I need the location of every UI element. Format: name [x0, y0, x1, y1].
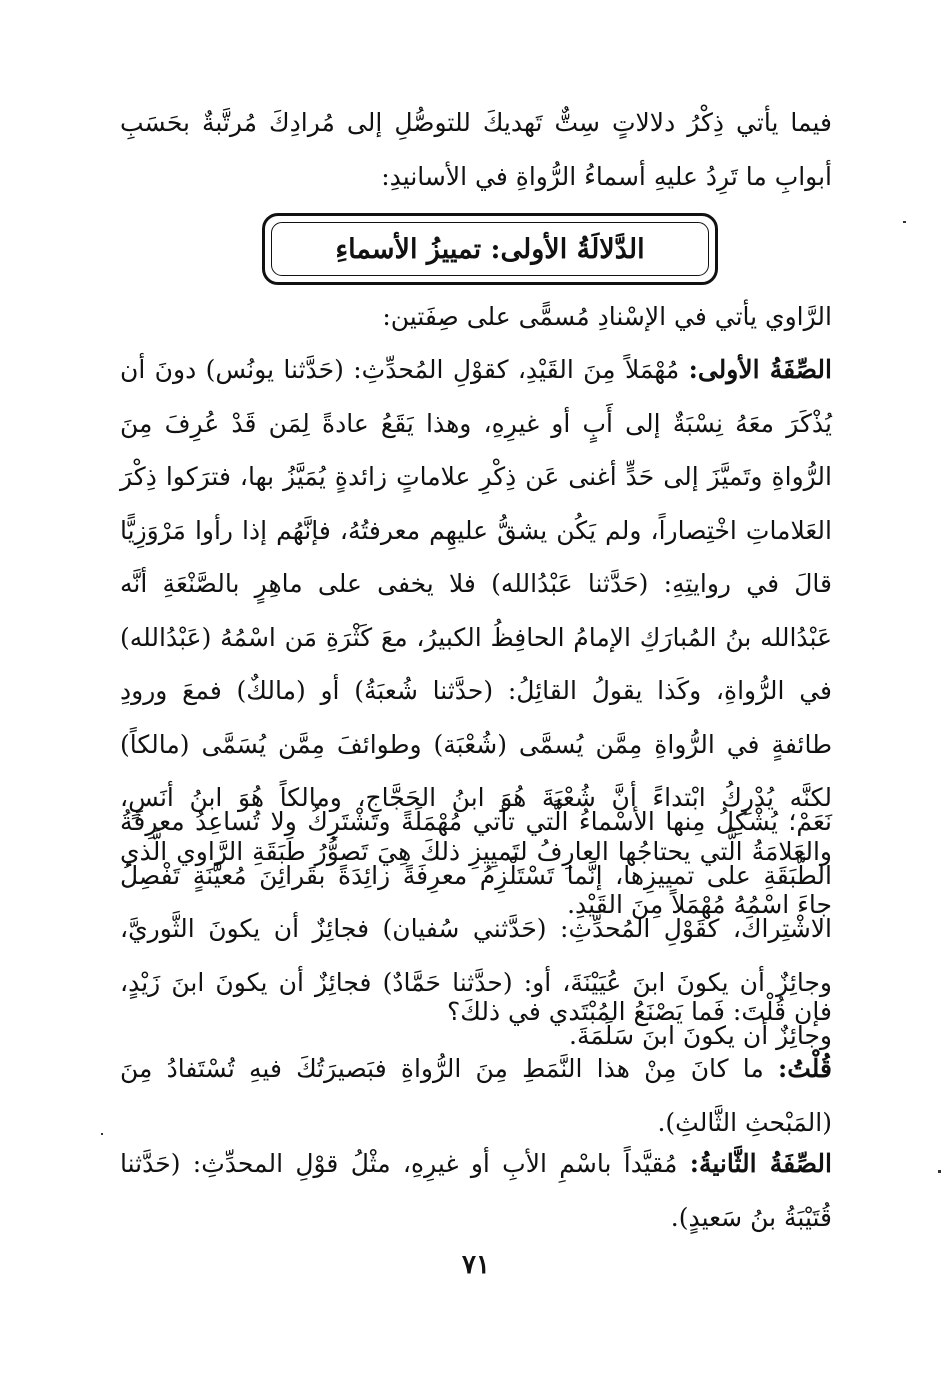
second-attribute-label: الصِّفَةُ الثَّانيةُ: [689, 1149, 832, 1178]
first-attribute-text: مُهْمَلاً مِنَ القَيْدِ، كقوْلِ المُحدِّثِ: (حَدَّثنا يونُس) دونَ أن يُذْكَرَ معَهُ نِسْبَةٌ إلى أَبٍ أو غيرِهِ، وهذا يَقَعُ عادةً لِمَن قَدْ عُرِفَ مِنَ الرُّواةِ وتَميَّزَ إلى حَدٍّ أغنى عَن ذِكْرِ علاماتٍ زائدةٍ يُمَيَّزُ بها، فترَكوا ذِكْرَ العَلاماتِ اخْتِصاراً، ولم يَكُن يشقُّ عليهِم معرفتُهُ، فإنَّهُم إذا رأوا مَرْوَزِيًّا قالَ في روايتِهِ: (حَدَّثنا عَبْدُالله) فلا يخفى على ماهِرٍ بالصَّنْعَةِ أنَّه عَبْدُالله بنُ المُبارَكِ الإمامُ الحافِظُ الكبيرُ، معَ كَثْرَةِ مَن اسْمُهُ (عَبْدُالله) في الرُّواةِ، وكَذا يقولُ القائِلُ: (حدَّثنا شُعبَةُ) أو (مالكٌ) فمعَ ورودِ طائفةٍ في الرُّواةِ مِمَّن يُسمَّى (شُعْبَة) وطوائفَ مِمَّن يُسَمَّى (مالكاً) لكنَّه يُدْرِكُ ابْتداءً أنَّ شُعْبَةَ هُوَ ابنُ الحَجَّاجِ، ومالكاً هُوَ ابنُ أنَسٍ، والعَلامَةُ الَّتي يحتاجُها العارِفُ لتَميِيزِ ذلكَ هِيَ تَصوُّرُ طَبَقَةِ الرَّاوي الَّذي جاءَ اسْمُهُ مُهْمَلاً مِنَ القَيْدِ. [120, 355, 832, 919]
second-attribute-text: مُقيَّداً باسْمِ الأبِ أو غيرِهِ، مثْلُ قوْلِ المحدِّثِ: (حَدَّثنا قُتَيْبَةُ بنُ سَعيدٍ). [120, 1149, 832, 1232]
section-title: الدَّلالَةُ الأولى: تمييزُ الأسماءِ [335, 233, 645, 265]
answer-text: ما كانَ مِنْ هذا النَّمَطِ مِنَ الرُّواةِ فبَصيرَتُكَ فيهِ تُسْتَفادُ مِنَ (المَبْحثِ الثَّالثِ). [120, 1054, 832, 1137]
naam-paragraph: نَعَمْ؛ يُشْكِلُ مِنها الأسْماءُ الَّتي تأتي مُهْمَلَةً وتَشْتَرِكُ ولا تُساعِدُ معرِفَةُ الطَّبَقَةِ على تمييزِها، إنَّما تَسْتَلْزِمُ معرِفَةً زائِدَةً بقَرائِنَ مُعيَّنَةٍ تَفْصِلُ الاشْتِراكَ، كقَوْلِ المُحدِّثِ: (حَدَّثني سُفيان) فجائِزٌ أن يكونَ الثَّوريَّ، وجائِزٌ أن يكونَ ابنَ عُيَيْنَةَ، أو: (حدَّثنا حَمَّادٌ) فجائِزٌ أن يكونَ ابنَ زَيْدٍ، وجائِزٌ أن يكونَ ابنَ سَلَمَةَ. [120, 807, 832, 1050]
answer-paragraph [120, 1042, 832, 1149]
lead-paragraph: الرَّاوي يأتي في الإسْنادِ مُسمًّى على صِفَتين: [382, 302, 832, 331]
scan-speck [903, 221, 906, 223]
question-paragraph: فإن قُلْتَ: فَما يَصْنَعُ المُبْتَدي في ذلكَ؟ [447, 997, 832, 1026]
second-attribute-paragraph [120, 1137, 832, 1244]
scan-speck [101, 1133, 103, 1135]
page-number: ٧١ [462, 1250, 490, 1280]
scan-speck [938, 1170, 941, 1173]
intro-paragraph: فيما يأتي ذِكْرُ دلالاتٍ سِتٌّ تَهديكَ للتوصُّلِ إلى مُرادِكَ مُرتَّبةٌ بحَسَبِ أبوابِ ما تَرِدُ عليهِ أسماءُ الرُّواةِ في الأسانيدِ: [120, 108, 832, 191]
answer-label: قُلْتُ: [777, 1054, 832, 1083]
first-attribute-label: الصِّفَةُ الأولى: [688, 355, 832, 384]
section-title-frame [262, 213, 718, 285]
